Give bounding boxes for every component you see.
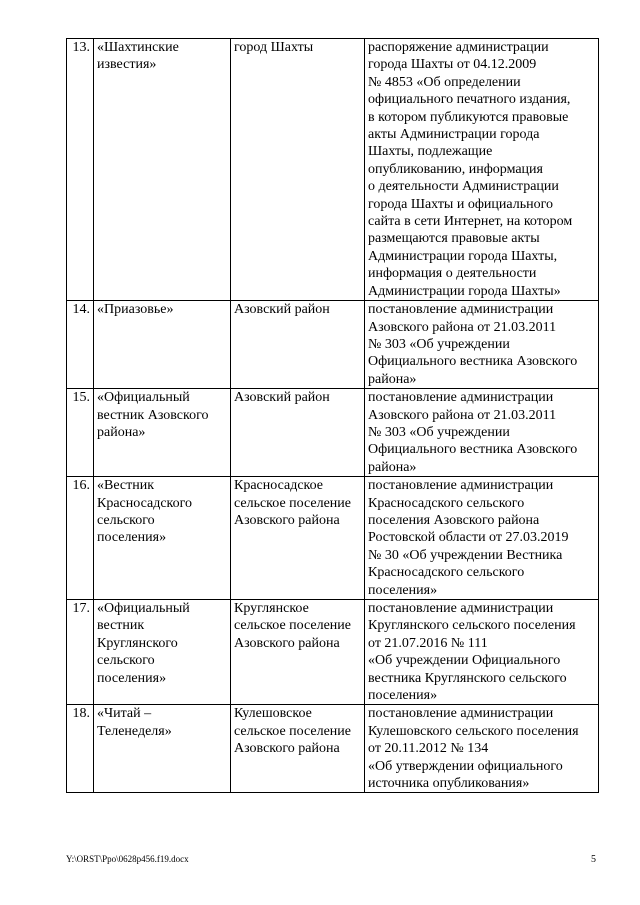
table-row <box>67 705 599 793</box>
territory: Круглянское сельское поселение Азовского района <box>231 600 365 705</box>
table-row <box>67 600 599 705</box>
publication-name: «Читай – Теленеделя» <box>94 705 231 793</box>
territory: Кулешовское сельское поселение Азовского района <box>231 705 365 793</box>
legal-act: постановление администрации Кулешовского сельского поселения от 20.11.2012 № 134 «Об утверждении официального источника опубликования» <box>365 705 599 793</box>
row-number: 17. <box>67 600 94 705</box>
legal-act: постановление администрации Азовского района от 21.03.2011 № 303 «Об учреждении Официального вестника Азовского района» <box>365 389 599 477</box>
table-row <box>67 389 599 477</box>
publication-name: «Официальный вестник Азовского района» <box>94 389 231 477</box>
publication-name: «Вестник Красносадского сельского поселения» <box>94 477 231 600</box>
publications-table <box>66 38 599 793</box>
legal-act: распоряжение администрации города Шахты от 04.12.2009 № 4853 «Об определении официального печатного издания, в котором публикуются правовые акты Администрации города Шахты, подлежащие опубликованию, информация о деятельности Администрации города Шахты и официального сайта в сети Интернет, на котором размещаются правовые акты Администрации города Шахты, информация о деятельности Администрации города Шахты» <box>365 39 599 301</box>
publication-name: «Официальный вестник Круглянского сельского поселения» <box>94 600 231 705</box>
publication-name: «Шахтинские известия» <box>94 39 231 301</box>
row-number: 16. <box>67 477 94 600</box>
territory: город Шахты <box>231 39 365 301</box>
legal-act: постановление администрации Красносадского сельского поселения Азовского района Ростовской области от 27.03.2019 № 30 «Об учреждении Вестника Красносадского сельского поселения» <box>365 477 599 600</box>
page-number: 5 <box>591 854 596 865</box>
row-number: 18. <box>67 705 94 793</box>
table-row <box>67 477 599 600</box>
publication-name: «Приазовье» <box>94 301 231 389</box>
table-row <box>67 301 599 389</box>
territory: Азовский район <box>231 301 365 389</box>
row-number: 14. <box>67 301 94 389</box>
row-number: 13. <box>67 39 94 301</box>
table-body <box>67 39 599 793</box>
territory: Азовский район <box>231 389 365 477</box>
footer-file-path: Y:\ORST\Ppo\0628p456.f19.docx <box>66 854 189 864</box>
legal-act: постановление администрации Азовского района от 21.03.2011 № 303 «Об учреждении Официального вестника Азовского района» <box>365 301 599 389</box>
table-row <box>67 39 599 301</box>
legal-act: постановление администрации Круглянского сельского поселения от 21.07.2016 № 111 «Об учреждении Официального вестника Круглянского сельского поселения» <box>365 600 599 705</box>
row-number: 15. <box>67 389 94 477</box>
territory: Красносадское сельское поселение Азовского района <box>231 477 365 600</box>
